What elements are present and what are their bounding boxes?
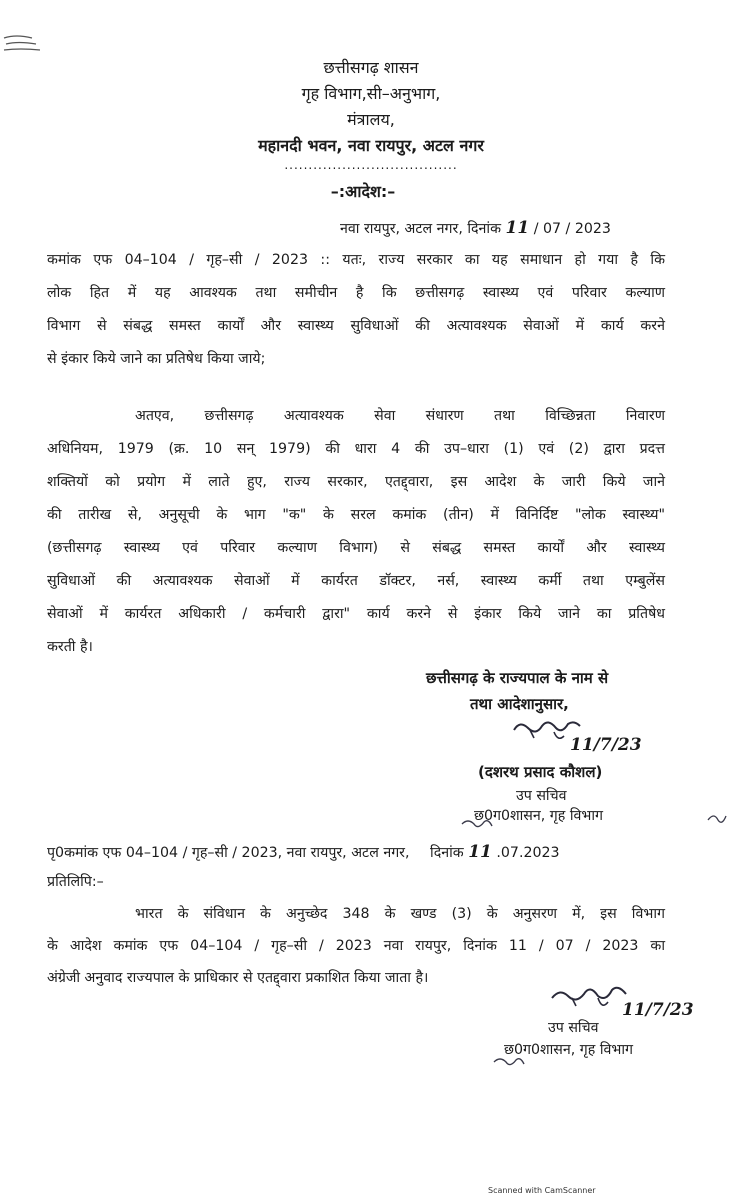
para2-line: अतएव, छत्तीसगढ़ अत्यावश्यक सेवा संधारण तथा विच्छिन्नता निवारण <box>135 408 665 424</box>
endorsement-date-label: दिनांक <box>430 845 464 861</box>
para2-line: सेवाओं में कार्यरत अधिकारी / कर्मचारी द्वारा" कार्य करने से इंकार किये जाने का प्रतिषेध <box>47 606 665 622</box>
header-line-1: छत्तीसगढ़ शासन <box>323 58 419 77</box>
copy-line: अंग्रेजी अनुवाद राज्यपाल के प्राधिकार से एतद्द्वारा प्रकाशित किया जाता है। <box>47 970 429 986</box>
para2-line: सुविधाओं की अत्यावश्यक सेवाओं में कार्यरत डॉक्टर, नर्स, स्वास्थ्य कर्मी तथा एम्बुलेंस <box>47 573 665 589</box>
scanner-watermark: Scanned with CamScanner <box>488 1186 596 1195</box>
header-line-2: गृह विभाग,सी–अनुभाग, <box>301 84 441 103</box>
governor-line-2: तथा आदेशानुसार, <box>470 695 569 713</box>
order-title: –:आदेश:– <box>330 182 396 201</box>
header-line-3: मंत्रालय, <box>347 110 395 129</box>
date-prefix: नवा रायपुर, अटल नगर, दिनांक <box>340 221 501 237</box>
para2-line: करती है। <box>47 639 93 655</box>
signature-1-date: 11/7/23 <box>570 735 642 755</box>
copy-label: प्रतिलिपि:– <box>47 874 104 890</box>
signature-2-date: 11/7/23 <box>622 1000 694 1020</box>
governor-line-1: छत्तीसगढ़ के राज्यपाल के नाम से <box>426 669 609 687</box>
para2-line: (छत्तीसगढ़ स्वास्थ्य एवं परिवार कल्याण विभाग) से संबद्ध समस्त कार्यों और स्वास्थ्य <box>47 540 665 556</box>
para2-line: शक्तियों को प्रयोग में लाते हुए, राज्य सरकार, एतद्द्वारा, इस आदेश के जारी किये जाने <box>47 474 665 490</box>
copy-line: भारत के संविधान के अनुच्छेद 348 के खण्ड (3) के अनुसरण में, इस विभाग <box>135 906 665 922</box>
para1-line: कमांक एफ 04–104 / गृह–सी / 2023 :: यतः, राज्य सरकार का यह समाधान हो गया है कि <box>47 252 665 268</box>
para1-line: से इंकार किये जाने का प्रतिषेध किया जाये; <box>47 351 266 367</box>
endorsement-prefix: पृ0कमांक एफ 04–104 / गृह–सी / 2023, नवा रायपुर, अटल नगर, <box>47 845 410 861</box>
corner-scribble-mark <box>2 30 42 54</box>
margin-mark <box>704 810 730 830</box>
para1-line: लोक हित में यह आवश्यक तथा समीचीन है कि छत्तीसगढ़ स्वास्थ्य एवं परिवार कल्याण <box>47 285 665 301</box>
bottom-designation: उप सचिव <box>548 1020 599 1036</box>
para1-line: विभाग से संबद्ध समस्त कार्यों और स्वास्थ्य सुविधाओं की अत्यावश्यक सेवाओं में कार्य करने <box>47 318 665 334</box>
officer-name: (दशरथ प्रसाद कौशल) <box>478 763 603 781</box>
endorsement-day-handwritten: 11 <box>468 842 492 862</box>
para2-line: की तारीख से, अनुसूची के भाग "क" के सरल कमांक (तीन) में विनिर्दिष्ट "लोक स्वास्थ्य" <box>47 507 665 523</box>
header-dots: .................................... <box>284 158 458 172</box>
officer-designation: उप सचिव <box>516 788 567 804</box>
para2-line: अधिनियम, 1979 (क्र. 10 सन् 1979) की धारा 4 की उप–धारा (1) एवं (2) द्वारा प्रदत्त <box>47 441 665 457</box>
date-suffix: / 07 / 2023 <box>533 221 611 237</box>
endorsement-line <box>47 842 560 862</box>
copy-line: के आदेश कमांक एफ 04–104 / गृह–सी / 2023 नवा रायपुर, दिनांक 11 / 07 / 2023 का <box>47 938 665 954</box>
initial-mark-1 <box>458 816 498 836</box>
initial-mark-2 <box>490 1054 530 1074</box>
header-line-4: महानदी भवन, नवा रायपुर, अटल नगर <box>258 136 484 155</box>
endorsement-date-suffix: .07.2023 <box>496 845 560 861</box>
officer-department: छ0ग0शासन, गृह विभाग <box>474 808 604 824</box>
bottom-department: छ0ग0शासन, गृह विभाग <box>504 1042 634 1058</box>
date-day-handwritten: 11 <box>505 218 530 238</box>
date-line <box>340 218 611 238</box>
